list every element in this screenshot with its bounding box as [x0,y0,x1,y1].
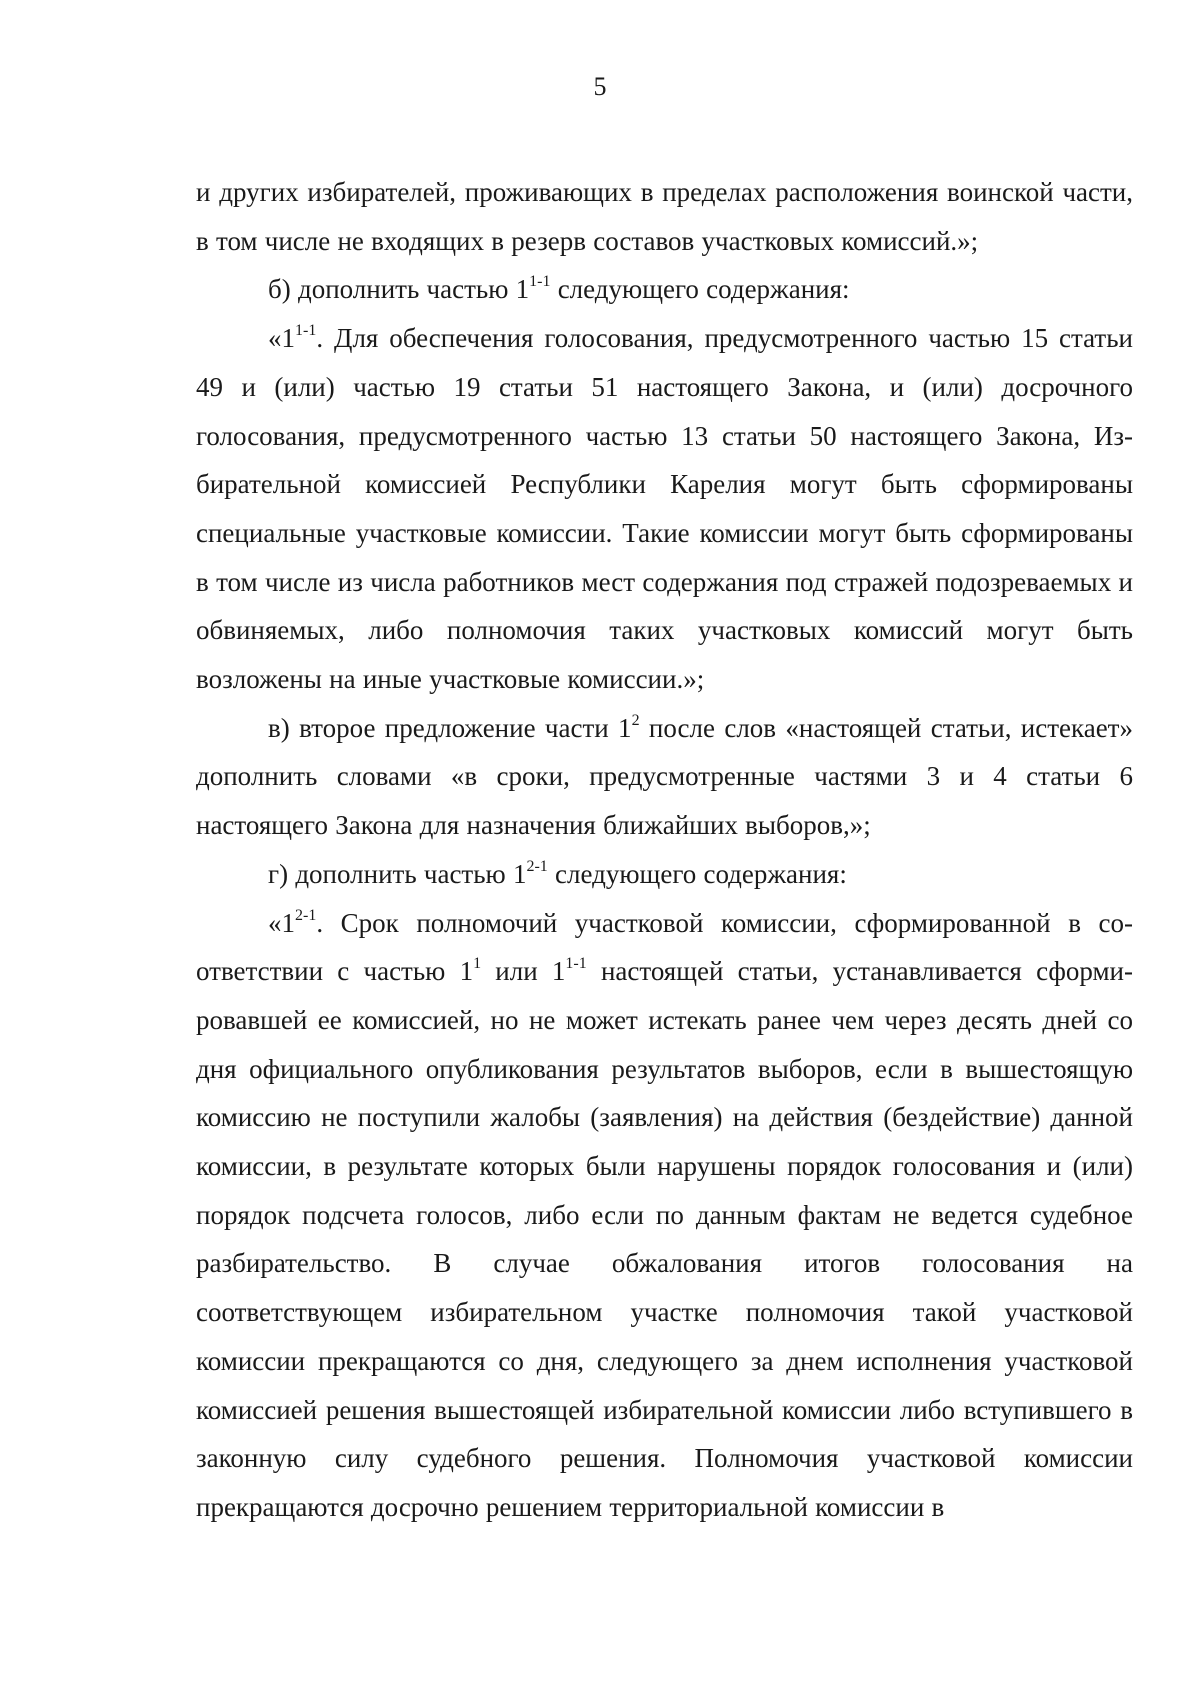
paragraph-text: «1 [268,323,295,354]
paragraph-text: следующего содержания: [547,858,847,889]
superscript: 2-1 [526,857,548,875]
paragraph-text: после слов «настоящей статьи, истекает» дополнить словами «в сроки, предусмотренные частями 3 и 4 статьи 6 настоящего Закона для назначения ближайших выборов,»; [196,712,1133,841]
paragraph-part-1-1 [196,314,1133,704]
paragraph-text: . Срок полномочий участковой комиссии, сформированной в соответствии с частью 1 [196,907,1133,987]
paragraph-text: следующего содержания: [550,274,850,305]
paragraph-item-g [196,850,1133,899]
superscript: 1 [473,955,482,973]
superscript: 1-1 [529,273,551,291]
paragraph-text: настоящей статьи, устанавливается сформировавшей ее комиссией, но не может истекать ранее чем через десять дней со дня официального опубликования результатов выборов, если в вышестоящую комиссию не поступили жалобы (заявления) на действия (бездействие) данной комиссии, в результате которых были нарушены порядок голосования и (или) порядок подсчета голосов, либо если по данным фактам не ведется судебное разбирательство. В случае обжалования итогов голосования на соответствующем избирательном участке полномочия такой участковой комиссии прекращаются со дня, следующего за днем исполнения участковой комиссией решения вышестоящей избирательной комиссии либо вступившего в законную силу судебного решения. Полномочия участковой комиссии прекращаются досрочно решением территориальной комиссии в [196,956,1134,1522]
superscript: 2 [631,711,640,729]
paragraph-part-2-1 [196,899,1133,1532]
superscript: 2-1 [295,906,317,924]
paragraph-item-v [196,704,1133,850]
paragraph-continuation: и других избирателей, проживающих в пределах расположения воинской части, в том числе не входящих в резерв составов участковых комиссий.»; [196,177,1133,256]
paragraph-text: . Для обеспечения голосования, предусмотренного частью 15 статьи 49 и (или) частью 19 статьи 51 настоящего Закона, и (или) досрочного голосования, предусмотренного частью 13 статьи 50 настоящего Закона, Избирательной комиссией Республики Карелия могут быть сформированы специальные участковые комиссии. Такие комиссии могут быть сформированы в том числе из числа работников мест содержания под стражей подозреваемых и обвиняемых, либо полномочия таких участковых комиссий могут быть возложены на иные участковые комиссии.»; [196,323,1133,695]
superscript: 1-1 [295,322,317,340]
document-body [196,168,1133,1532]
paragraph-text: б) дополнить частью 1 [268,274,530,305]
paragraph-text: в) второе предложение части 1 [268,712,632,743]
superscript: 1-1 [565,955,587,973]
paragraph-text: или 1 [481,956,566,987]
paragraph-item-b [196,265,1133,314]
paragraph-text: г) дополнить частью 1 [268,858,527,889]
paragraph-text: «1 [268,907,295,938]
page-number: 5 [593,72,607,101]
